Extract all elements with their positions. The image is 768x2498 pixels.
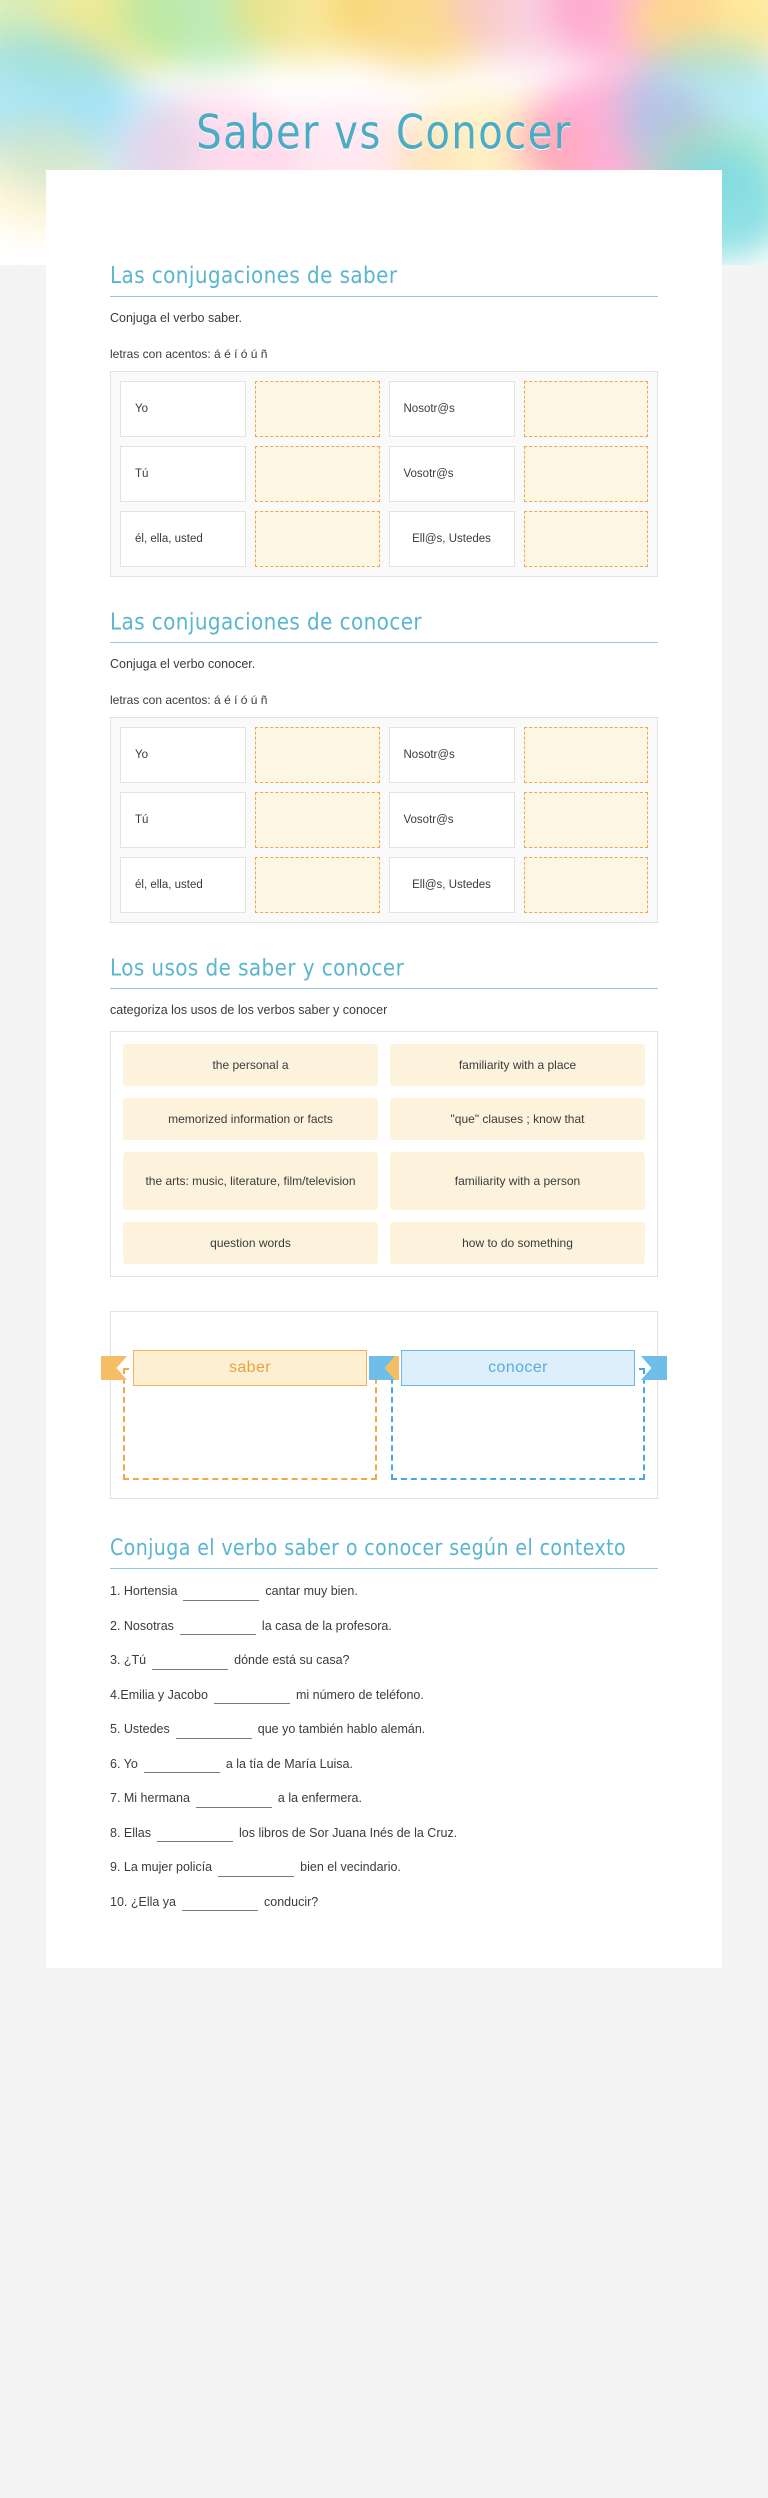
sentence-prefix: 6. Yo — [110, 1756, 138, 1771]
uso-chip[interactable]: familiarity with a person — [390, 1152, 645, 1210]
uso-chip[interactable]: the personal a — [123, 1044, 378, 1086]
sentence-prefix: 1. Hortensia — [110, 1584, 178, 1598]
answer-blank-saber-nosotros[interactable] — [524, 381, 649, 437]
uso-chip[interactable]: memorized information or facts — [123, 1098, 378, 1140]
hero-banner — [0, 0, 768, 265]
answer-blank-conocer-ellos[interactable] — [524, 857, 649, 913]
page-title: Saber vs Conocer — [196, 105, 572, 160]
accent-letters-hint-saber: letras con acentos: á é í ó ú ñ — [110, 347, 268, 361]
usos-chip-bank — [110, 1031, 658, 1277]
table-row — [120, 511, 648, 567]
table-row — [120, 446, 648, 502]
usos-row — [123, 1222, 645, 1264]
banner-saber: saber — [133, 1350, 367, 1386]
sort-column-saber — [123, 1326, 377, 1480]
table-row — [120, 727, 648, 783]
sentence-suffix: los libros de Sor Juana Inés de la Cruz. — [239, 1825, 458, 1840]
answer-blank-3[interactable] — [152, 1656, 228, 1670]
answer-blank-7[interactable] — [196, 1794, 272, 1808]
instruction-usos: categoriza los usos de los verbos saber y conocer — [110, 1003, 388, 1017]
uso-chip[interactable]: question words — [123, 1222, 378, 1264]
answer-blank-conocer-vosotros[interactable] — [524, 792, 649, 848]
list-item — [110, 1756, 658, 1774]
sentence-suffix: cantar muy bien. — [265, 1584, 358, 1598]
list-item — [110, 1618, 658, 1636]
list-item — [110, 1859, 658, 1877]
answer-blank-8[interactable] — [157, 1828, 233, 1842]
pronoun-label: Yo — [120, 727, 246, 783]
pronoun-label: Nosotr@s — [389, 381, 515, 437]
usos-row — [123, 1044, 645, 1086]
instruction-conocer-conjugations: Conjuga el verbo conocer. — [110, 657, 256, 671]
worksheet-sheet — [46, 170, 722, 1968]
pronoun-label: Nosotr@s — [389, 727, 515, 783]
list-item — [110, 1894, 658, 1912]
table-row — [120, 857, 648, 913]
answer-blank-1[interactable] — [183, 1587, 259, 1601]
answer-blank-conocer-nosotros[interactable] — [524, 727, 649, 783]
uso-chip[interactable]: familiarity with a place — [390, 1044, 645, 1086]
section-title-fill-in: Conjuga el verbo saber o conocer según el contexto — [110, 1535, 627, 1561]
sentence-suffix: dónde está su casa? — [234, 1653, 350, 1667]
pronoun-label: Tú — [120, 446, 246, 502]
pronoun-label: Vosotr@s — [389, 792, 515, 848]
section-title-usos: Los usos de saber y conocer — [110, 953, 405, 981]
answer-blank-9[interactable] — [218, 1863, 294, 1877]
pronoun-label: Yo — [120, 381, 246, 437]
uso-chip[interactable]: how to do something — [390, 1222, 645, 1264]
conjugation-table-saber — [110, 371, 658, 577]
answer-blank-saber-vosotros[interactable] — [524, 446, 649, 502]
pronoun-label: él, ella, usted — [120, 511, 246, 567]
answer-blank-2[interactable] — [180, 1621, 256, 1635]
pronoun-label: Tú — [120, 792, 246, 848]
answer-blank-5[interactable] — [176, 1725, 252, 1739]
answer-blank-saber-el[interactable] — [255, 511, 380, 567]
answer-blank-6[interactable] — [144, 1759, 220, 1773]
answer-blank-saber-yo[interactable] — [255, 381, 380, 437]
banner-conocer: conocer — [401, 1350, 635, 1386]
sorting-area — [110, 1311, 658, 1499]
list-item — [110, 1583, 658, 1601]
sentence-prefix: 7. Mi hermana — [110, 1791, 190, 1805]
sort-column-conocer — [391, 1326, 645, 1480]
sentence-suffix: la casa de la profesora. — [261, 1618, 392, 1633]
divider — [110, 988, 658, 989]
sentence-prefix: 5. Ustedes — [110, 1722, 170, 1736]
section-title-saber-conjugations: Las conjugaciones de saber — [110, 261, 398, 289]
table-row — [120, 381, 648, 437]
list-item — [110, 1721, 658, 1739]
divider — [110, 296, 658, 297]
answer-blank-conocer-yo[interactable] — [255, 727, 380, 783]
conjugation-table-conocer — [110, 717, 658, 923]
sentence-prefix: 10. ¿Ella ya — [110, 1894, 177, 1909]
sentence-suffix: conducir? — [264, 1894, 319, 1909]
uso-chip[interactable]: the arts: music, literature, film/television — [123, 1152, 378, 1210]
section-title-conocer-conjugations: Las conjugaciones de conocer — [110, 607, 423, 635]
sentence-prefix: 9. La mujer policía — [110, 1860, 213, 1874]
list-item — [110, 1790, 658, 1808]
sentence-prefix: 8. Ellas — [110, 1825, 151, 1840]
sentence-suffix: a la enfermera. — [277, 1791, 362, 1805]
ribbon-tail-left-icon — [101, 1356, 127, 1380]
uso-chip[interactable]: "que" clauses ; know that — [390, 1098, 645, 1140]
fill-in-the-blank-list — [110, 1583, 658, 1911]
divider — [110, 1568, 658, 1569]
list-item — [110, 1652, 658, 1670]
sentence-suffix: mi número de teléfono. — [295, 1687, 424, 1702]
sentence-suffix: a la tía de María Luisa. — [225, 1756, 353, 1771]
sentence-prefix: 4.Emilia y Jacobo — [110, 1687, 208, 1702]
sentence-prefix: 3. ¿Tú — [110, 1653, 147, 1667]
pronoun-label: Ell@s, Ustedes — [389, 857, 515, 913]
answer-blank-4[interactable] — [214, 1690, 290, 1704]
answer-blank-conocer-tu[interactable] — [255, 792, 380, 848]
pronoun-label: él, ella, usted — [120, 857, 246, 913]
accent-letters-hint-conocer: letras con acentos: á é í ó ú ñ — [110, 693, 268, 707]
divider — [110, 642, 658, 643]
pronoun-label: Vosotr@s — [389, 446, 515, 502]
list-item — [110, 1825, 658, 1843]
list-item — [110, 1687, 658, 1705]
ribbon-tail-right-icon — [641, 1356, 667, 1380]
table-row — [120, 792, 648, 848]
sentence-suffix: que yo también hablo alemán. — [257, 1722, 426, 1736]
answer-blank-saber-tu[interactable] — [255, 446, 380, 502]
sentence-suffix: bien el vecindario. — [300, 1860, 401, 1874]
usos-row — [123, 1152, 645, 1210]
pronoun-label: Ell@s, Ustedes — [389, 511, 515, 567]
usos-row — [123, 1098, 645, 1140]
answer-blank-saber-ellos[interactable] — [524, 511, 649, 567]
answer-blank-10[interactable] — [182, 1897, 258, 1911]
instruction-saber-conjugations: Conjuga el verbo saber. — [110, 311, 243, 325]
answer-blank-conocer-el[interactable] — [255, 857, 380, 913]
sentence-prefix: 2. Nosotras — [110, 1618, 174, 1633]
